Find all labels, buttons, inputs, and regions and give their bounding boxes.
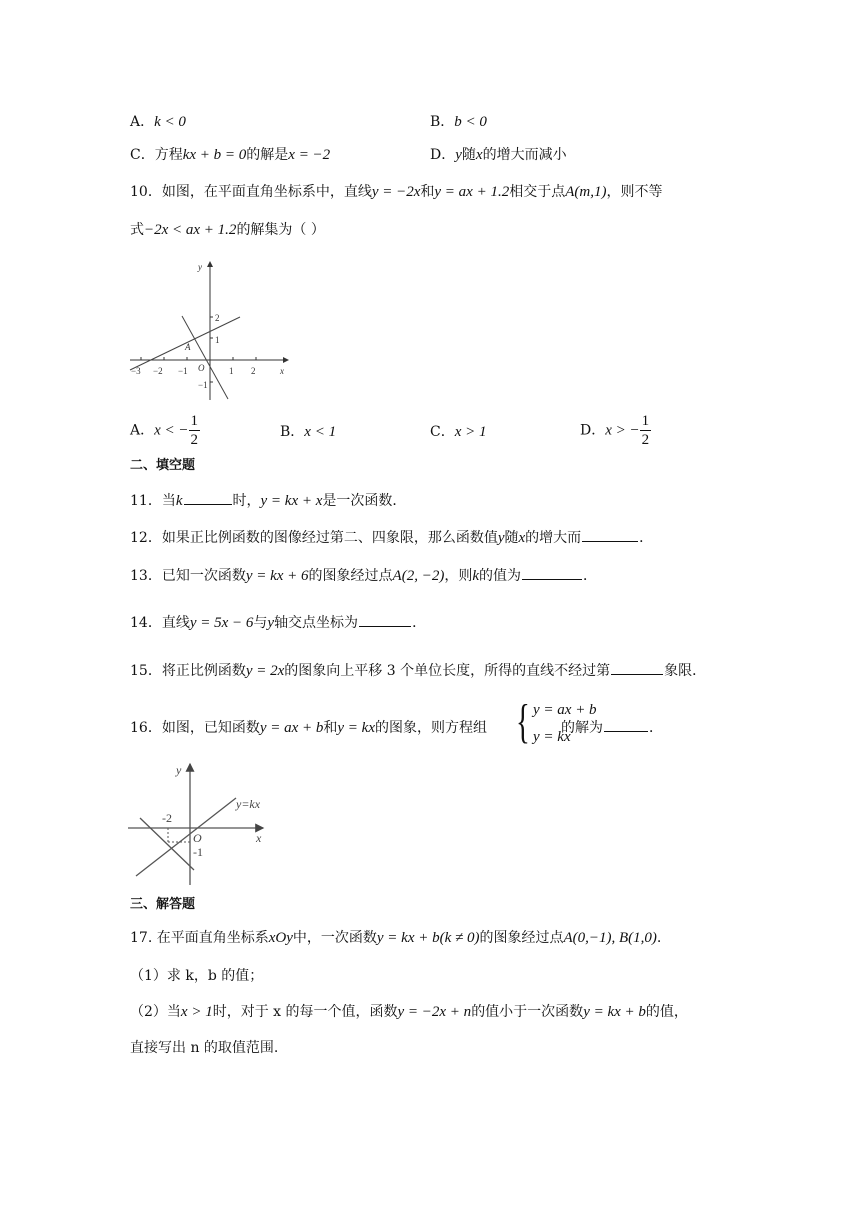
q9-option-d[interactable]: D．y随x的增大而减小 [430, 147, 567, 163]
q16-blank[interactable] [604, 717, 648, 732]
q16-line-ax-b [140, 818, 194, 870]
section-fill-in: 二、填空题 [130, 458, 196, 473]
q10-x-tick: 1 [229, 366, 234, 376]
q16-line-kx [136, 798, 236, 876]
q9-option-c[interactable]: C．方程kx + b = 0的解是x = −2 [130, 147, 331, 163]
q16-tick-x: -2 [162, 811, 172, 825]
q15-blank[interactable] [611, 660, 663, 675]
q17-stem: 17. 在平面直角坐标系xOy中，一次函数y = kx + b(k ≠ 0)的图象经过点A(0,−1), B(1,0). [130, 930, 662, 946]
q10-option-c[interactable]: C．x > 1 [430, 424, 487, 440]
q10-y-label: y [198, 262, 202, 272]
q14: 14．直线y = 5x − 6与y轴交点坐标为 ． [130, 612, 426, 633]
q10-option-b[interactable]: B．x < 1 [280, 424, 337, 440]
q11: 11．当k 时，y = kx + x是一次函数． [130, 490, 406, 511]
q10-x-label: x [280, 366, 284, 376]
q10-origin-label: O [198, 363, 205, 373]
q16-y-label: y [176, 763, 182, 777]
q17-part1: （1）求 k，b 的值； [130, 968, 264, 984]
q17-part2: （2）当x > 1时，对于 x 的每一个值，函数y = −2x + n的值小于一次函数y = kx + b的值， [130, 1004, 688, 1020]
q10-graph [128, 258, 293, 403]
q13-blank[interactable] [522, 565, 582, 580]
q10-y-tick: 1 [215, 335, 220, 345]
q10-stem-line1: 10．如图，在平面直角坐标系中，直线y = −2x和y = ax + 1.2相交于点A(m,1)，则不等 [130, 184, 663, 200]
q10-y-tick: 2 [215, 313, 220, 323]
q11-blank[interactable] [184, 490, 232, 505]
q12-blank[interactable] [582, 527, 638, 542]
q16-x-label: x [256, 831, 262, 845]
q9-option-b[interactable]: B．b < 0 [430, 114, 487, 130]
q16-system-eq2: y = kx [533, 729, 571, 745]
q16-tick-y: -1 [193, 845, 203, 859]
q16-origin-label: O [193, 831, 202, 845]
q14-blank[interactable] [359, 612, 411, 627]
q16-graph [128, 758, 278, 888]
q17-part2-cont: 直接写出 n 的取值范围. [130, 1040, 279, 1056]
q16-system-brace: { [516, 695, 530, 748]
q10-x-tick: 2 [251, 366, 256, 376]
q9-option-a[interactable]: A．k < 0 [130, 114, 186, 130]
q10-point-label: A [185, 342, 191, 352]
q10-option-d[interactable]: D．x > − $\frac{1}{2}$ [580, 413, 650, 448]
q10-x-tick: −1 [178, 366, 188, 376]
q13: 13．已知一次函数y = kx + 6的图象经过点A(2, −2)，则k的值为 ． [130, 565, 597, 586]
q10-y-tick: −1 [198, 380, 208, 390]
q10-x-tick: −2 [153, 366, 163, 376]
section-solve: 三、解答题 [130, 897, 196, 912]
q10-x-tick: −3 [131, 366, 141, 376]
q16-system-eq1: y = ax + b [533, 702, 597, 718]
q10-option-a[interactable]: A．x < − $\frac{1}{2}$ [130, 413, 199, 448]
q15: 15．将正比例函数y = 2x的图象向上平移 3 个单位长度，所得的直线不经过第 象限． [130, 660, 706, 681]
q16-stem: 16．如图，已知函数y = ax + b和y = kx的图象，则方程组 的解为 ． [130, 717, 663, 738]
q16-line-label: y=kx [236, 797, 261, 811]
q12: 12．如果正比例函数的图像经过第二、四象限，那么函数值y随x的增大而 ． [130, 527, 653, 548]
q10-stem-line2: 式−2x < ax + 1.2的解集为（ ） [130, 222, 325, 238]
